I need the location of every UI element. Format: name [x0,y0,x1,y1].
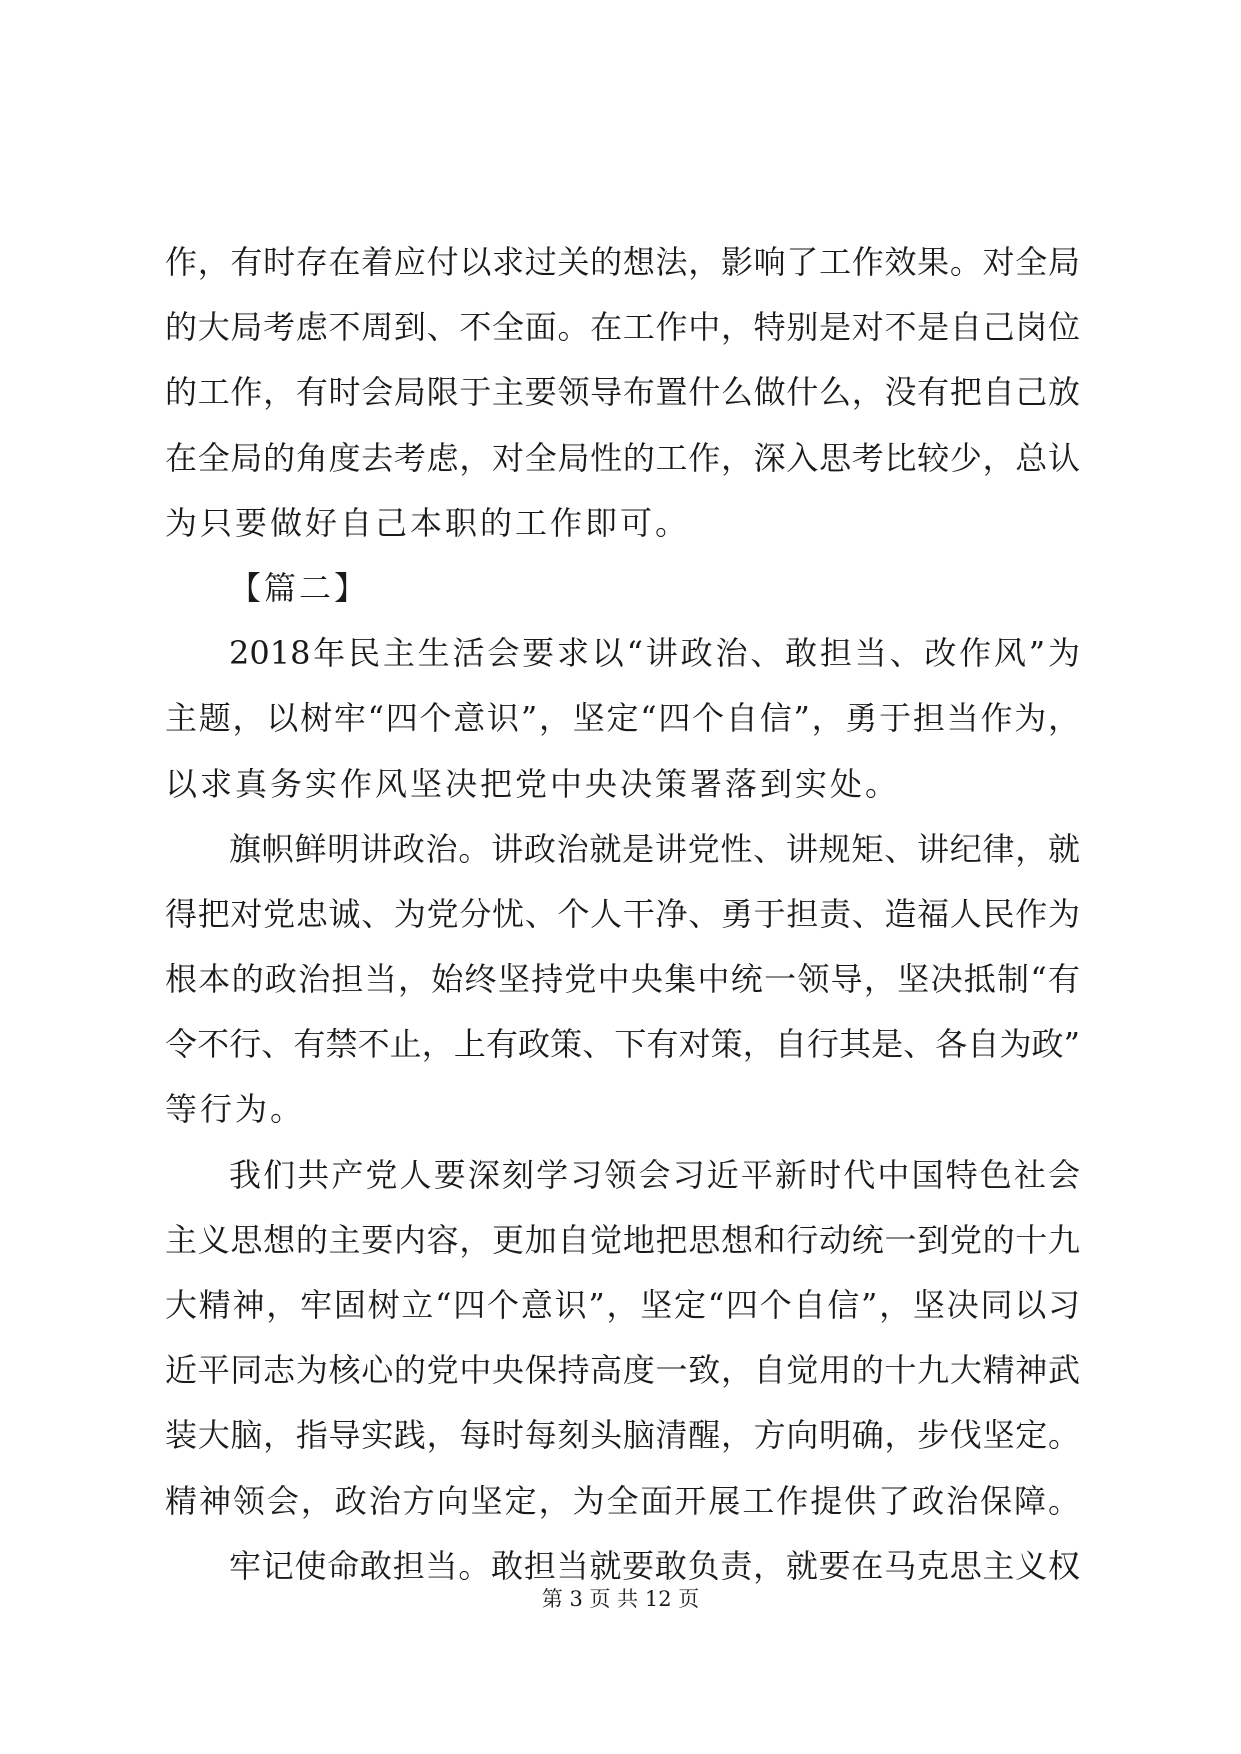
text-line: 主义思想的主要内容，更加自觉地把思想和行动统一到党的十九 [165,1220,1080,1259]
text-line: 作，有时存在着应付以求过关的想法，影响了工作效果。对全局 [165,243,1080,281]
text-line: 的大局考虑不周到、不全面。在工作中，特别是对不是自己岗位 [165,308,1080,347]
text-line: 令不行、有禁不止，上有政策、下有对策，自行其是、各自为政” [165,1025,1080,1064]
text-line: 装大脑，指导实践，每时每刻头脑清醒，方向明确，步伐坚定。 [165,1416,1080,1455]
text-line: 旗帜鲜明讲政治。讲政治就是讲党性、讲规矩、讲纪律，就 [229,829,1080,868]
text-line: 近平同志为核心的党中央保持高度一致，自觉用的十九大精神武 [165,1351,1080,1390]
text-line: 得把对党忠诚、为党分忧、个人干净、勇于担责、造福人民作为 [165,894,1080,933]
text-line: 大精神，牢固树立“四个意识”，坚定“四个自信”，坚决同以习 [165,1286,1080,1324]
page-footer: 第 3 页 共 12 页 [541,1587,700,1611]
text-line: 主题，以树牢“四个意识”，坚定“四个自信”，勇于担当作为， [165,699,1080,738]
text-line: 在全局的角度去考虑，对全局性的工作，深入思考比较少，总认 [165,438,1080,477]
text-line: 牢记使命敢担当。敢担当就要敢负责，就要在马克思主义权 [229,1546,1080,1585]
text-line: 根本的政治担当，始终坚持党中央集中统一领导，坚决抵制“有 [165,960,1080,999]
text-line: 等行为。 [165,1090,306,1129]
text-line: 以求真务实作风坚决把党中央决策署落到实处。 [165,764,901,803]
text-line: 【篇二】 [229,568,370,607]
text-line: 2018年民主生活会要求以“讲政治、敢担当、改作风”为 [229,634,1080,673]
text-line: 的工作，有时会局限于主要领导布置什么做什么，没有把自己放 [165,373,1080,412]
text-line: 为只要做好自己本职的工作即可。 [165,503,691,542]
text-line: 精神领会，政治方向坚定，为全面开展工作提供了政治保障。 [165,1481,1080,1520]
text-line: 我们共产党人要深刻学习领会习近平新时代中国特色社会 [229,1155,1080,1194]
body-text [165,230,1080,1599]
